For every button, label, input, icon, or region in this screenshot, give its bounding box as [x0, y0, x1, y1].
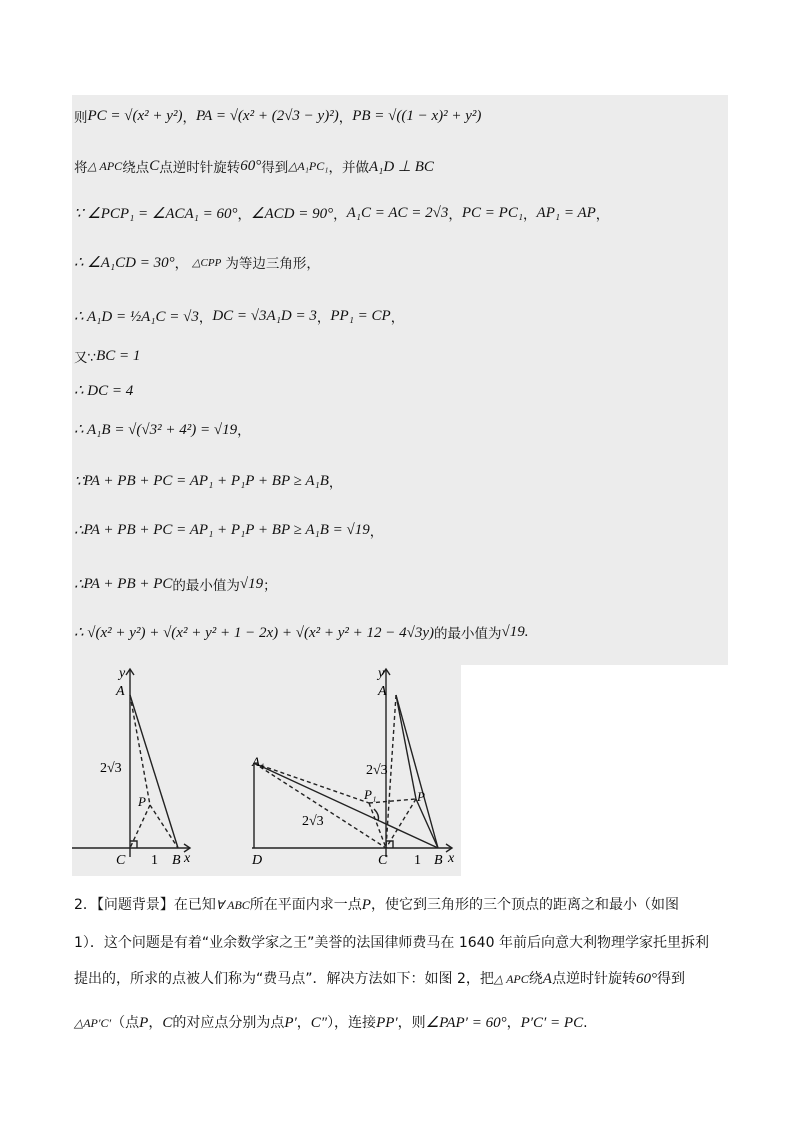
text: 1）．这个问题是有着“业余数学家之王”美誉的法国律师费马在 1640 年前后向意大利物理学家托里拆利	[74, 935, 709, 951]
formula: A₁C = AC = 2√3	[346, 204, 449, 221]
segment-p1c	[369, 803, 386, 848]
label-b: B	[434, 853, 443, 868]
sep: ，	[174, 256, 189, 272]
label-2root3-diagonal: 2√3	[302, 814, 324, 829]
label-p: P	[138, 794, 146, 809]
formula: BC = 1	[96, 347, 141, 364]
triangle-apc: △ APC	[87, 158, 123, 173]
formula-pc: PC = √(x² + y²)	[87, 107, 183, 124]
figure-panel	[72, 665, 461, 876]
sep: ，	[369, 524, 384, 540]
label-c: C	[116, 853, 126, 868]
point-c: C	[162, 1015, 173, 1031]
angle-60: 60°	[635, 971, 657, 987]
segment-ap	[396, 695, 416, 799]
solution-line-7	[74, 381, 133, 400]
text: ，使它到三角形的三个顶点的距离之和最小（如图	[370, 897, 679, 913]
problem-line-2	[74, 932, 734, 952]
text: 提出的，所求的点被人们称为“费马点”．解决方法如下：如图 2，把	[74, 971, 494, 987]
segment-ab	[396, 695, 438, 848]
solution-line-6	[74, 346, 140, 366]
text: 将	[74, 160, 88, 176]
label-x: x	[448, 851, 455, 866]
text: ，则	[397, 1015, 426, 1031]
sep: ，	[182, 110, 196, 126]
label-p1: P₁	[364, 787, 377, 802]
label-2root3-vertical: 2√3	[366, 763, 388, 778]
solution-line-9	[74, 471, 342, 491]
formula: P′C′ = PC	[520, 1015, 584, 1031]
sep: ，	[448, 207, 462, 223]
text: 得到	[261, 160, 289, 176]
sep: .	[524, 623, 529, 640]
formula: DC = √3A₁D = 3	[212, 307, 317, 324]
solution-line-8	[74, 419, 251, 439]
text: 点逆时针旋转	[159, 160, 241, 176]
text: 绕点	[122, 160, 150, 176]
text: ），连接	[327, 1015, 377, 1031]
formula: √19	[239, 575, 264, 592]
sep: ，	[595, 207, 610, 223]
sep: ，	[390, 310, 405, 326]
formula: PA + PB + PC = AP₁ + P₁P + BP ≥ A₁B	[83, 472, 329, 489]
solution-line-2	[74, 156, 434, 176]
label-y: y	[378, 666, 385, 681]
triangle-a1pc1: △A₁PC₁	[288, 158, 329, 173]
point-c: C	[149, 157, 160, 174]
formula: ∴ √(x² + y²) + √(x² + y² + 1 − 2x) + √(x² + y² + 12 − 4√3y)	[74, 624, 435, 641]
formula-pb: PB = √((1 − x)² + y²)	[352, 107, 482, 124]
sep: ，	[506, 1015, 521, 1031]
point-p: P	[361, 897, 371, 913]
text: 得到	[656, 971, 685, 987]
angle-60: 60°	[240, 157, 262, 174]
sep: ；	[263, 578, 277, 594]
formula: ∴ DC = 4	[74, 383, 134, 399]
right-figure	[252, 669, 452, 857]
problem-line-4	[74, 1012, 734, 1032]
solution-line-12	[74, 622, 529, 642]
symbol: ∵	[74, 473, 84, 490]
label-1: 1	[414, 853, 421, 868]
formula: ∴ ∠A₁CD = 30°	[74, 254, 175, 271]
solution-line-4	[74, 252, 320, 272]
text: 则	[74, 110, 88, 126]
problem-line-1	[74, 894, 734, 914]
formula: ∴ A₁D = ½A₁C = √3	[74, 308, 199, 325]
point-p-prime: P′	[284, 1015, 297, 1031]
formula: PA + PB + PC = AP₁ + P₁P + BP ≥ A₁B = √19	[83, 521, 370, 538]
label-a: A	[116, 684, 125, 699]
triangle-apc-prime: △AP′C′	[74, 1016, 112, 1030]
formula: ∠ACD = 90°	[251, 205, 334, 222]
text: 所在平面内求一点	[249, 897, 362, 913]
label-d: D	[252, 853, 263, 868]
triangle-abc: ∀ ABC	[215, 898, 250, 912]
sep: ，	[237, 207, 252, 223]
sep: ，	[198, 310, 213, 326]
text: 的最小值为	[172, 578, 240, 594]
formula: ∴ A₁B = √(√3² + 4²) = √19	[74, 421, 238, 438]
geometry-figure	[72, 665, 461, 876]
label-p: P	[417, 789, 425, 804]
formula: AP₁ = AP	[536, 204, 596, 221]
solution-line-3	[74, 203, 609, 223]
left-figure	[72, 669, 190, 857]
triangle-apc: △ APC	[493, 972, 529, 986]
label-x: x	[184, 851, 191, 866]
sep: ，	[316, 310, 331, 326]
label-1: 1	[151, 853, 158, 868]
formula: PA + PB + PC	[83, 575, 173, 592]
problem-line-3	[74, 968, 734, 988]
sep: ，	[333, 207, 347, 223]
sep: ，	[338, 110, 353, 126]
label-a: A	[378, 684, 387, 699]
label-y: y	[119, 666, 126, 681]
point-a: A	[542, 971, 552, 987]
segment-pb	[150, 805, 178, 848]
text: 为等边三角形，	[225, 256, 320, 272]
segment-ab	[130, 695, 178, 848]
symbol: ∴	[74, 522, 84, 539]
formula: PC = PC₁	[461, 204, 524, 221]
perpendicular: A₁D ⊥ BC	[368, 158, 434, 175]
text: 又∵	[74, 350, 97, 366]
formula: ∵ ∠PCP₁ = ∠ACA₁ = 60°	[74, 205, 238, 222]
text: ，并做	[328, 160, 369, 176]
label-2root3: 2√3	[100, 761, 122, 776]
label-c: C	[378, 853, 388, 868]
symbol: ∴	[74, 576, 84, 593]
sep: ，	[328, 475, 343, 491]
solution-line-5	[74, 306, 404, 326]
sep: ，	[296, 1015, 311, 1031]
text: 2．【问题背景】在已知	[74, 897, 216, 913]
point-c-prime: C″	[310, 1015, 328, 1031]
formula: PP₁ = CP	[330, 307, 391, 324]
sep: ，	[148, 1015, 163, 1031]
label-b: B	[172, 853, 181, 868]
solution-line-11	[74, 574, 277, 594]
sep: ，	[237, 423, 251, 439]
text: 点逆时针旋转	[551, 971, 636, 987]
text: （点	[111, 1015, 140, 1031]
formula: √19	[501, 623, 525, 640]
sep: .	[583, 1015, 588, 1031]
solution-line-1	[74, 106, 481, 126]
point-p: P	[139, 1015, 149, 1031]
formula: ∠PAP′ = 60°	[425, 1015, 507, 1031]
sep: ，	[523, 207, 537, 223]
text: 绕	[528, 971, 543, 987]
label-a1: A₁	[252, 754, 265, 769]
text: 的对应点分别为点	[172, 1015, 285, 1031]
triangle-cpp: △CPP	[192, 256, 222, 269]
formula-pa: PA = √(x² + (2√3 − y)²)	[195, 107, 339, 124]
segment-a1b	[254, 763, 438, 848]
segment-a1p1	[254, 763, 369, 803]
text: 的最小值为	[434, 626, 502, 642]
segment-pp-prime: PP′	[376, 1015, 398, 1031]
solution-line-10	[74, 520, 383, 540]
